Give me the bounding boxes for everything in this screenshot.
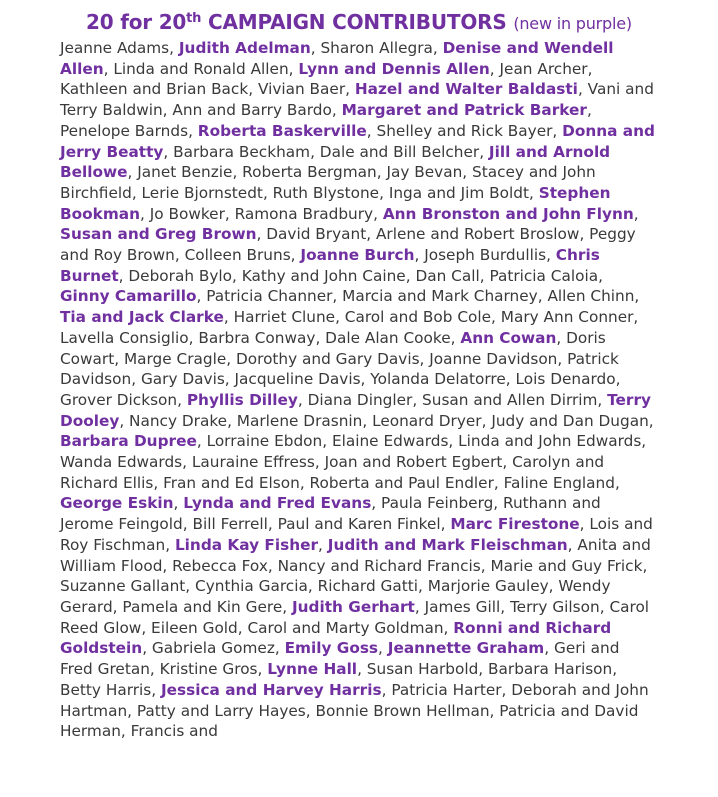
contributor-name: Harriet Clune bbox=[233, 308, 336, 327]
contributor-name: Leonard Dryer bbox=[372, 411, 482, 430]
contributor-name: Barbra Conway bbox=[198, 328, 316, 347]
contributor-name: Dan Call bbox=[415, 266, 480, 285]
contributor-name: Dale Alan Cooke bbox=[325, 328, 451, 347]
title-superscript: th bbox=[186, 11, 202, 26]
contributor-name: Arlene and Robert Broslow bbox=[375, 225, 580, 244]
contributor-name: James Gill bbox=[424, 597, 501, 616]
contributor-name: Wendy Gerard bbox=[60, 577, 611, 616]
contributor-name: Kristine Gros bbox=[159, 660, 258, 679]
contributor-name: Marjorie Gauley bbox=[427, 577, 549, 596]
contributor-name: Bonnie Brown Hellman bbox=[315, 701, 490, 720]
contributor-name: Betty Harris bbox=[60, 680, 152, 699]
title-text-b: CAMPAIGN CONTRIBUTORS bbox=[201, 10, 514, 34]
contributor-name: Susan Harbold bbox=[366, 660, 479, 679]
contributor-name-new: Roberta Baskerville bbox=[197, 121, 367, 140]
contributor-name: Ruth Blystone bbox=[272, 183, 380, 202]
contributor-name: Stacey and John Birchfield bbox=[60, 163, 596, 202]
contributor-name: Linda and Ronald Allen bbox=[113, 59, 289, 78]
contributor-name: Vani and Terry Baldwin bbox=[60, 80, 654, 120]
contributor-name: Jacqueline Davis bbox=[234, 370, 361, 389]
contributor-name: Lavella Consiglio bbox=[60, 328, 189, 347]
contributor-name: Geri and Fred Gretan bbox=[60, 639, 620, 679]
contributor-name-new: Jessica and Harvey Harris bbox=[160, 680, 382, 699]
contributor-name-new: Linda Kay Fisher bbox=[174, 535, 319, 554]
contributor-name: Jean Archer bbox=[499, 59, 588, 78]
contributor-name-new: Judith Gerhart bbox=[291, 597, 415, 616]
contributor-name: Eileen Gold bbox=[151, 618, 238, 637]
contributor-name: Kathleen and Brian Back bbox=[60, 80, 249, 99]
contributor-name: Marie and Guy Frick bbox=[490, 556, 643, 575]
contributor-name-new: Terry Dooley bbox=[60, 390, 651, 430]
title-note: (new in purple) bbox=[513, 14, 632, 33]
contributor-name: Gabriela Gomez bbox=[151, 639, 275, 658]
contributor-name: Cynthia Garcia bbox=[195, 577, 308, 596]
contributor-name: Patricia Harter bbox=[391, 680, 502, 699]
contributor-name: Penelope Barnds bbox=[60, 121, 189, 140]
contributor-name: Barbara Beckham bbox=[173, 142, 311, 161]
contributor-name: Lauraine Effress bbox=[191, 453, 315, 472]
contributor-name-new: Jill and Arnold Bellowe bbox=[60, 142, 611, 182]
contributor-name: Elaine Edwards bbox=[331, 432, 449, 451]
contributor-name: Deborah Bylo bbox=[128, 266, 233, 285]
contributor-name: Patricia and David Herman bbox=[60, 701, 639, 741]
contributor-name: Fran and Ed Elson bbox=[163, 473, 300, 492]
contributor-name: Joseph Burdullis bbox=[424, 246, 547, 265]
contributor-name: Joan and Robert Egbert bbox=[324, 453, 503, 472]
contributor-name-new: Tia and Jack Clarke bbox=[60, 308, 224, 327]
contributor-name: Joanne Davidson bbox=[429, 349, 558, 368]
contributor-name: Doris Cowart bbox=[60, 328, 606, 368]
contributor-name: Linda and John Edwards bbox=[458, 432, 642, 451]
contributor-name-new: Ronni and Richard Goldstein bbox=[60, 618, 612, 658]
contributor-name: Roberta and Paul Endler bbox=[309, 473, 494, 492]
contributor-name: Wanda Edwards bbox=[60, 453, 183, 472]
contributor-name: Nancy Drake bbox=[129, 411, 228, 430]
contributor-name-new: Jeannette Graham bbox=[387, 639, 545, 658]
contributor-name-new: Lynne Hall bbox=[267, 660, 358, 679]
page-title bbox=[0, 0, 718, 36]
contributor-name: Vivian Baer bbox=[257, 80, 346, 99]
contributor-name: Marlene Drasnin bbox=[236, 411, 363, 430]
contributor-name: Gary Davis bbox=[140, 370, 225, 389]
contributor-name-new: Susan and Greg Brown bbox=[60, 225, 257, 244]
title-text-a: 20 for 20 bbox=[86, 10, 187, 34]
contributor-name: Kathy and John Caine bbox=[241, 266, 406, 285]
contributor-name: Anita and William Flood bbox=[60, 535, 651, 575]
contributor-name-new: Joanne Burch bbox=[300, 246, 415, 265]
contributor-name: Barbara Harison bbox=[488, 660, 613, 679]
contributor-name: Carol and Marty Goldman bbox=[247, 618, 444, 637]
contributor-name: Pamela and Kin Gere bbox=[122, 597, 283, 616]
contributor-name: Terry Gilson bbox=[509, 597, 600, 616]
contributor-name: Shelley and Rick Bayer bbox=[376, 121, 553, 140]
contributor-name-new: Stephen Bookman bbox=[60, 183, 611, 223]
contributor-name: Patricia Caloia bbox=[489, 266, 599, 285]
contributor-name: Nancy and Richard Francis bbox=[277, 556, 481, 575]
contributor-name-new: Donna and Jerry Beatty bbox=[60, 121, 655, 161]
contributor-name: Lerie Bjornstedt bbox=[141, 183, 263, 202]
contributor-name-new: Judith and Mark Fleischman bbox=[327, 535, 568, 554]
contributor-name: Judy and Dan Dugan bbox=[491, 411, 649, 430]
contributor-name: Deborah and John Hartman bbox=[60, 680, 649, 720]
contributor-name: Suzanne Gallant bbox=[60, 577, 186, 596]
contributor-name: Patricia Channer bbox=[206, 287, 333, 306]
contributor-name: Janet Benzie bbox=[137, 163, 233, 182]
contributor-name: Ann and Barry Bardo bbox=[172, 101, 332, 120]
contributor-name-new: Marc Firestone bbox=[450, 515, 580, 534]
contributor-name: Paul and Karen Finkel bbox=[277, 515, 441, 534]
contributor-name: David Bryant bbox=[266, 225, 367, 244]
contributor-name: Yolanda Delatorre bbox=[370, 370, 506, 389]
contributor-name: Inga and Jim Boldt bbox=[388, 183, 529, 202]
contributor-name: Carol Reed Glow bbox=[60, 597, 650, 637]
contributor-name-new: Margaret and Patrick Barker bbox=[341, 101, 587, 120]
contributor-name-new: Ann Cowan bbox=[460, 328, 557, 347]
contributor-name: Grover Dickson bbox=[60, 390, 178, 409]
contributor-name: Faline England bbox=[503, 473, 615, 492]
contributor-list: Jeanne Adams, Judith Adelman, Sharon Allegra, Denise and Wendell Allen, Linda and Ronald Allen, Lynn and Dennis Allen, Jean Archer, Kathleen and Brian Back, Vivian Baer, Hazel and Walter Baldasti, Vani and Terry Baldwin, Ann and Barry Bardo, Margaret and Patrick Barker, Penelope Barnds, Roberta Baskerville, Shelley and Rick Bayer, Donna and Jerry Beatty, Barbara Beckham, Dale and Bill Belcher, Jill and Arnold Bellowe, Janet Benzie, Roberta Bergman, Jay Bevan, Stacey and John Birchfield, Lerie Bjornstedt, Ruth Blystone, Inga and Jim Boldt, Stephen Bookman, Jo Bowker, Ramona Bradbury, Ann Bronston and John Flynn, Susan and Greg Brown, David Bryant, Arlene and Robert Broslow, Peggy and Roy Brown, Colleen Bruns, Joanne Burch, Joseph Burdullis, Chris Burnet, Deborah Bylo, Kathy and John Caine, Dan Call, Patricia Caloia, Ginny Camarillo, Patricia Channer, Marcia and Mark Charney, Allen Chinn, Tia and Jack Clarke, Harriet Clune, Carol and Bob Cole, Mary Ann Conner, Lavella Consiglio, Barbra Conway, Dale Alan Cooke, Ann Cowan, Doris Cowart, Marge Cragle, Dorothy and Gary Davis, Joanne Davidson, Patrick Davidson, Gary Davis, Jacqueline Davis, Yolanda Delatorre, Lois Denardo, Grover Dickson, Phyllis Dilley, Diana Dingler, Susan and Allen Dirrim, Terry Dooley, Nancy Drake, Marlene Drasnin, Leonard Dryer, Judy and Dan Dugan, Barbara Dupree, Lorraine Ebdon, Elaine Edwards, Linda and John Edwards, Wanda Edwards, Lauraine Effress, Joan and Robert Egbert, Carolyn and Richard Ellis, Fran and Ed Elson, Roberta and Paul Endler, Faline England, George Eskin, Lynda and Fred Evans, Paula Feinberg, Ruthann and Jerome Feingold, Bill Ferrell, Paul and Karen Finkel, Marc Firestone, Lois and Roy Fischman, Linda Kay Fisher, Judith and Mark Fleischman, Anita and William Flood, Rebecca Fox, Nancy and Richard Francis, Marie and Guy Frick, Suzanne Gallant, Cynthia Garcia, Richard Gatti, Marjorie Gauley, Wendy Gerard, Pamela and Kin Gere, Judith Gerhart, James Gill, Terry Gilson, Carol Reed Glow, Eileen Gold, Carol and Marty Goldman, Ronni and Richard Goldstein, Gabriela Gomez, Emily Goss, Jeannette Graham, Geri and Fred Gretan, Kristine Gros, Lynne Hall, Susan Harbold, Barbara Harison, Betty Harris, Jessica and Harvey Harris, Patricia Harter, Deborah and John Hartman, Patty and Larry Hayes, Bonnie Brown Hellman, Patricia and David Herman, Francis and bbox=[60, 39, 655, 741]
contributor-name: Bill Ferrell bbox=[192, 515, 268, 534]
contributor-name: Allen Chinn bbox=[547, 287, 635, 306]
contributor-name: Jay Bevan bbox=[386, 163, 463, 182]
contributor-name: Mary Ann Conner bbox=[500, 308, 634, 327]
contributor-name: Francis and bbox=[130, 722, 218, 741]
contributor-name: Ruthann and Jerome Feingold bbox=[60, 494, 601, 534]
contributor-name: Carol and Bob Cole bbox=[344, 308, 492, 327]
contributor-name: Sharon Allegra bbox=[320, 39, 433, 57]
contributor-name-new: Judith Adelman bbox=[178, 39, 311, 57]
contributor-name: Lois Denardo bbox=[515, 370, 616, 389]
contributor-name-new: Emily Goss bbox=[284, 639, 379, 658]
contributor-name-new: Hazel and Walter Baldasti bbox=[354, 80, 578, 99]
contributor-name: Dale and Bill Belcher bbox=[319, 142, 480, 161]
contributor-name: Richard Gatti bbox=[317, 577, 419, 596]
contributor-name: Dorothy and Gary Davis bbox=[235, 349, 420, 368]
contributor-name-new: Lynda and Fred Evans bbox=[183, 494, 372, 513]
contributor-name: Diana Dingler bbox=[307, 390, 413, 409]
contributor-name-new: Phyllis Dilley bbox=[186, 390, 298, 409]
contributor-name: Paula Feinberg bbox=[381, 494, 494, 513]
contributor-name-new: Ginny Camarillo bbox=[60, 287, 197, 306]
contributor-name-new: Ann Bronston and John Flynn bbox=[382, 204, 634, 223]
contributor-name: Colleen Bruns bbox=[184, 246, 291, 265]
contributor-name: Marcia and Mark Charney bbox=[342, 287, 538, 306]
contributor-name: Peggy and Roy Brown bbox=[60, 225, 636, 265]
contributor-name: Susan and Allen Dirrim bbox=[422, 390, 598, 409]
contributor-name: Lois and Roy Fischman bbox=[60, 515, 653, 554]
contributor-name: Carolyn and Richard Ellis bbox=[60, 453, 605, 492]
contributor-name: Rebecca Fox bbox=[172, 556, 268, 575]
contributor-name: Marge Cragle bbox=[123, 349, 227, 368]
contributor-name: Jeanne Adams bbox=[60, 39, 170, 57]
contributor-name-new: Barbara Dupree bbox=[60, 432, 197, 451]
contributor-name: Patrick Davidson bbox=[60, 349, 619, 389]
contributor-name: Ramona Bradbury bbox=[234, 204, 374, 223]
contributor-name: Lorraine Ebdon bbox=[206, 432, 323, 451]
contributor-name-new: Denise and Wendell Allen bbox=[60, 39, 614, 78]
contributor-name: Patty and Larry Hayes bbox=[136, 701, 306, 720]
contributor-name-new: Lynn and Dennis Allen bbox=[298, 59, 490, 78]
contributor-name-new: Chris Burnet bbox=[60, 246, 600, 285]
contributor-name: Roberta Bergman bbox=[242, 163, 377, 182]
contributor-name-new: George Eskin bbox=[60, 494, 174, 513]
contributor-name: Jo Bowker bbox=[149, 204, 225, 223]
